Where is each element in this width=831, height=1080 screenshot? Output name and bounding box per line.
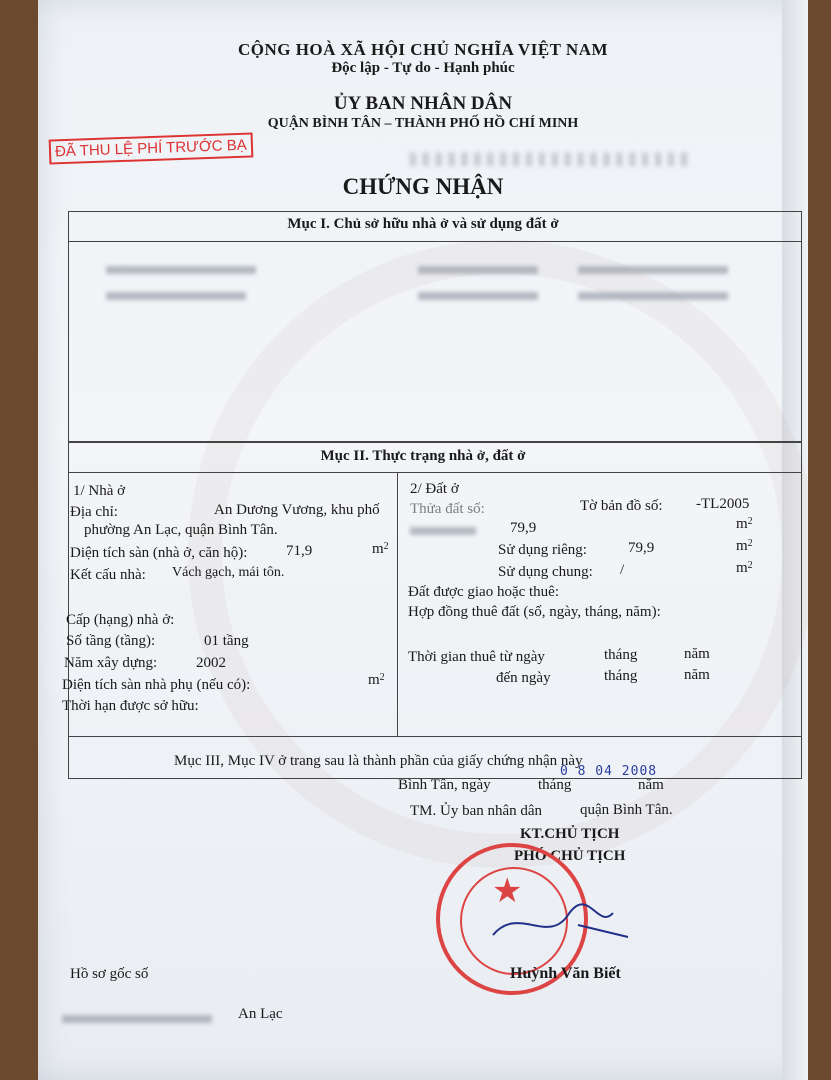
role-vice-chair-delegate: KT.CHỦ TỊCH: [520, 826, 620, 842]
lease-from-year: năm: [684, 646, 710, 662]
contract-label: Hợp đồng thuê đất (số, ngày, tháng, năm):: [408, 604, 661, 620]
lease-to-month: tháng: [604, 668, 638, 684]
floors-label: Số tầng (tầng):: [66, 633, 156, 649]
shared-use-label: Sử dụng chung:: [498, 564, 593, 580]
redacted-owner-6: [578, 292, 728, 300]
on-behalf-2: quận Bình Tân.: [580, 802, 673, 818]
floor-area-unit: $m^2$: [372, 541, 389, 557]
redacted-owner-3: [578, 266, 728, 274]
section1-heading: Mục I. Chủ sở hữu nhà ở và sử dụng đất ở: [287, 216, 559, 232]
official-red-seal: ★: [436, 843, 588, 995]
redacted-owner-4: [106, 292, 246, 300]
land-area-unit: $m^2$: [736, 516, 753, 532]
role-vice-chair: PHÓ CHỦ TỊCH: [514, 848, 626, 864]
address-value: An Dương Vương, khu phố: [214, 502, 380, 518]
document-title: CHỨNG NHẬN: [342, 174, 504, 199]
private-use-unit: $m^2$: [736, 538, 753, 554]
floor-area-value: 71,9: [286, 543, 313, 559]
structure-label: Kết cấu nhà:: [70, 567, 146, 583]
signer-name: Huỳnh Văn Biết: [510, 965, 621, 982]
redacted-owner-2: [418, 266, 538, 274]
district: QUẬN BÌNH TÂN – THÀNH PHỐ HỒ CHÍ MINH: [267, 116, 579, 131]
date-month: tháng: [538, 777, 572, 793]
address-label: Địa chỉ:: [70, 504, 118, 520]
on-behalf: TM. Ủy ban nhân dân: [410, 803, 543, 819]
year-label: Năm xây dựng:: [64, 655, 158, 671]
date-year: năm: [638, 777, 664, 793]
aux-area-unit: $m^2$: [368, 672, 385, 688]
redacted-record-number: [62, 1015, 212, 1023]
record-label: Hồ sơ gốc số: [70, 966, 149, 982]
lease-to-year: năm: [684, 667, 710, 683]
place-date: Bình Tân, ngày: [398, 777, 491, 793]
floor-area-label: Diện tích sàn (nhà ở, căn hộ):: [70, 545, 248, 561]
land-area-value: 79,9: [510, 520, 537, 536]
lease-label: Đất được giao hoặc thuê:: [408, 584, 560, 600]
address-value-2: phường An Lạc, quận Bình Tân.: [84, 522, 278, 538]
private-use-label: Sử dụng riêng:: [498, 542, 587, 558]
map-label: Tờ bản đồ số:: [580, 498, 663, 514]
map-value: -TL2005: [696, 496, 750, 512]
background-pattern: ▮▮▮▮▮▮▮▮▮▮▮▮▮▮▮▮▮▮▮▮▮▮: [408, 148, 692, 168]
lease-to-label: đến ngày: [496, 670, 551, 686]
fee-paid-stamp: ĐÃ THU LỆ PHÍ TRƯỚC BẠ: [49, 132, 254, 164]
continuation-note: Mục III, Mục IV ở trang sau là thành phần của giấy chứng nhận này: [174, 753, 583, 769]
date-stamp: 0 8 04 2008: [560, 764, 658, 779]
year-value: 2002: [196, 655, 226, 671]
grade-label: Cấp (hạng) nhà ở:: [66, 612, 175, 628]
floors-value: 01 tầng: [204, 633, 249, 649]
certificate-page: [38, 0, 808, 1080]
house-label: 1/ Nhà ở: [73, 483, 126, 499]
redacted-area-label: [410, 527, 476, 535]
handwritten-signature: [488, 895, 638, 955]
plot-label: Thửa đất số:: [410, 501, 485, 517]
structure-value: Vách gạch, mái tôn.: [172, 565, 285, 580]
shared-use-value: /: [620, 562, 625, 578]
section2-heading: Mục II. Thực trạng nhà ở, đất ở: [320, 448, 526, 464]
shared-use-unit: $m^2$: [736, 560, 753, 576]
aux-area-label: Diện tích sàn nhà phụ (nếu có):: [62, 677, 251, 693]
country-name: CỘNG HOÀ XÃ HỘI CHỦ NGHĨA VIỆT NAM: [237, 40, 609, 59]
motto: Độc lập - Tự do - Hạnh phúc: [331, 60, 515, 76]
lease-from-month: tháng: [604, 647, 638, 663]
private-use-value: 79,9: [628, 540, 655, 556]
redacted-owner-5: [418, 292, 538, 300]
redacted-owner-1: [106, 266, 256, 274]
land-label: 2/ Đất ở: [410, 481, 459, 497]
lease-from-label: Thời gian thuê từ ngày: [408, 649, 545, 665]
authority: ỦY BAN NHÂN DÂN: [333, 93, 513, 114]
section1-box: [68, 211, 802, 443]
ward-name: An Lạc: [238, 1006, 283, 1022]
term-label: Thời hạn được sở hữu:: [62, 698, 199, 714]
